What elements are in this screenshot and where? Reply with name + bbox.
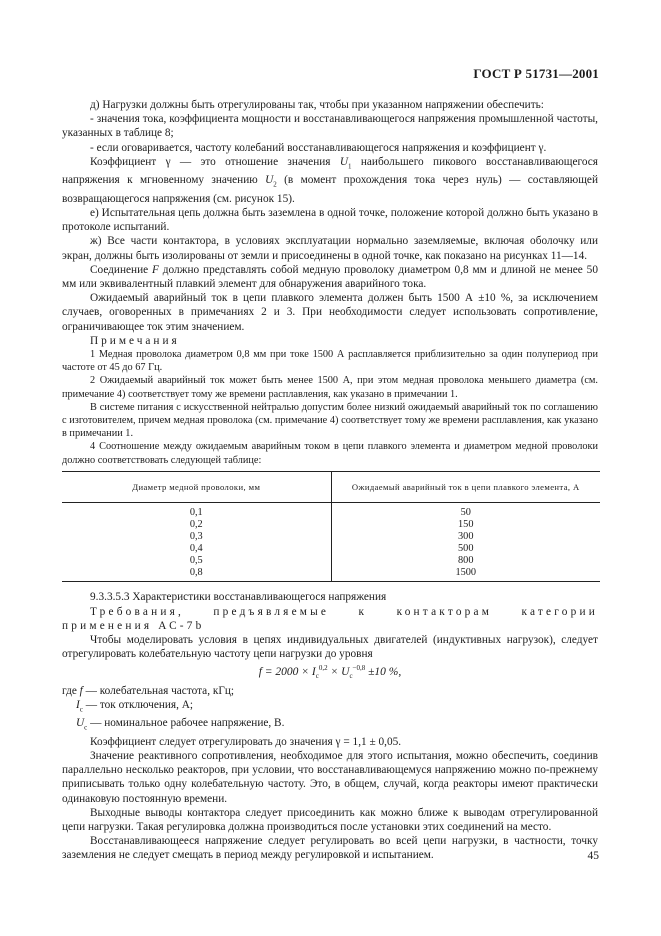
- item-zh: ж) Все части контактора, в условиях эксплуатации нормально заземляемые, включая оболочку или экран, должны быть изолированы от земли и присоединены в одной точке, как показано на рисунках 11—14.: [62, 235, 598, 262]
- table-header-diameter: Диаметр медной проволоки, мм: [62, 471, 331, 502]
- item-e: е) Испытательная цепь должна быть заземлена в одной точке, положение которой должно быть указано в протоколе испытаний.: [62, 206, 598, 234]
- table-header-current: Ожидаемый аварийный ток в цепи плавкого элемента, А: [331, 471, 600, 502]
- table-cell-diameter: 0,8: [62, 567, 331, 582]
- wire-current-table: [62, 471, 598, 583]
- outputs-paragraph: Выходные выводы контактора следует присоединить как можно ближе к выводам отрегулированной цепи нагрузки. Такая регулировка должна производиться после установки этих соединений на место.: [62, 806, 598, 834]
- table-cell-current: 500: [458, 543, 474, 555]
- requirements-heading: Требования, предъявляемые к контакторам категории применения АС-7b: [62, 605, 598, 632]
- table-cell-diameter: 0,3: [62, 531, 331, 543]
- table-cell-current: 800: [458, 555, 474, 567]
- note-4: 4 Соотношение между ожидаемым аварийным током в цепи плавкого элемента и диаметром медной проволоки должно соответствовать следующей таблице:: [62, 441, 598, 466]
- table-row: [62, 543, 600, 555]
- table-cell-current: 300: [458, 530, 474, 542]
- item-d-bullet-2: - если оговаривается, частоту колебаний восстанавливающегося напряжения и коэффициент γ.: [90, 141, 547, 154]
- coefficient-setting: Коэффициент следует отрегулировать до значения γ = 1,1 ± 0,05.: [90, 735, 402, 748]
- page-number: 45: [587, 850, 599, 862]
- where-u: $U_c$ — номинальное рабочее напряжение, В.: [76, 717, 285, 732]
- reactive-paragraph: Значение реактивного сопротивления, необходимое для этого испытания, можно обеспечить, соединив параллельно несколько реакторов, при условии, что восстанавливающемуся напряжению можно по-прежнему приписывать только одну колебательную частоту. Это, в общем, случай, когда реакторы имеют практически одинаковую постоянную времени.: [62, 750, 598, 805]
- document-header: ГОСТ Р 51731—2001: [473, 66, 599, 81]
- table-row: [62, 519, 600, 531]
- connection-f: Соединение F должно представлять собой медную проволоку диаметром 0,8 мм и длиной не менее 50 мм или эквивалентный плавкий элемент для обнаружения аварийного тока.: [62, 263, 598, 290]
- table-cell-diameter: 0,4: [62, 543, 331, 555]
- expected-fault-current: Ожидаемый аварийный ток в цепи плавкого элемента должен быть 1500 А ±10 %, за исключением случаев, оговоренных в примечаниях 2 и 3. При необходимости следует использовать сопротивление, ограничивающее ток этим значением.: [62, 292, 598, 333]
- note-3: В системе питания с искусственной нейтралью допустим более низкий ожидаемый аварийный ток по соглашению с изготовителем, причем медная проволока (см. примечание 4) соответствует тому же времени расплавления, как указано в примечании 1.: [62, 401, 598, 440]
- table-cell-diameter: 0,5: [62, 555, 331, 567]
- recovery-paragraph: Восстанавливающееся напряжение следует регулировать во всей цепи нагрузки, в частности, точку заземления не следует смещать в период между регулировкой и испытанием.: [62, 835, 598, 862]
- note-2: 2 Ожидаемый аварийный ток может быть менее 1500 А, при этом медная проволока меньшего диаметра (см. примечание 4) соответствует тому же времени расплавления, как указано в примечании 1.: [62, 375, 598, 400]
- table-cell-current: 50: [460, 506, 471, 518]
- table-cell-diameter: 0,2: [62, 519, 331, 531]
- gamma-definition: Коэффициент γ — это отношение значения $U_1$ наибольшего пикового восстанавливающегося напряжения к мгновенному значению $U_2$ (в момент прохождения тока через нуль) — составляющей возвращающегося напряжения (см. рисунок 15).: [62, 155, 598, 205]
- notes-title: Примечания: [90, 334, 180, 347]
- where-i: $I_c$ — ток отключения, А;: [76, 698, 194, 714]
- note-1: 1 Медная проволока диаметром 0,8 мм при токе 1500 А расплавляется приблизительно за один полупериод при частоте от 45 до 67 Гц.: [62, 348, 598, 374]
- item-d-bullet-1: - значения тока, коэффициента мощности и восстанавливающегося напряжения промышленной частоты, указанных в таблице 8;: [62, 113, 598, 140]
- table-row: [62, 531, 600, 543]
- where-f: где f — колебательная частота, кГц;: [62, 684, 235, 697]
- table-row: [62, 502, 600, 519]
- table-row: [62, 555, 600, 567]
- table-row: [62, 567, 600, 582]
- page-content: [62, 98, 598, 863]
- frequency-formula: $f = 2000 \times I_c^{0,2} \times U_c^{-0,8} \pm 10$ %,: [258, 664, 402, 681]
- table-cell-current: 150: [458, 518, 474, 530]
- model-paragraph: Чтобы моделировать условия в цепях индивидуальных двигателей (индуктивных нагрузок), следует отрегулировать колебательную частоту цепи нагрузки до уровня: [62, 633, 598, 661]
- table-cell-current: 1500: [331, 567, 600, 582]
- table-cell-diameter: 0,1: [62, 502, 331, 519]
- item-d-intro: д) Нагрузки должны быть отрегулированы так, чтобы при указанном напряжении обеспечить:: [90, 99, 544, 111]
- section-title: 9.3.3.5.3 Характеристики восстанавливающегося напряжения: [90, 591, 387, 604]
